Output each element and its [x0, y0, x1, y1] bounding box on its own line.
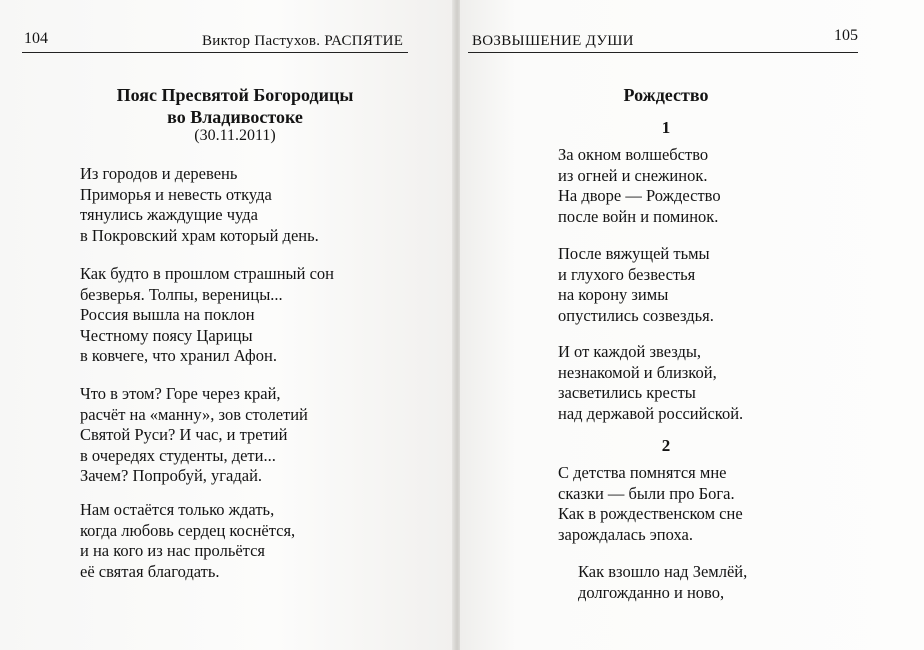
left-stanza-3: Что в этом? Горе через край, расчёт на «манну», зов столетий Святой Руси? И час, и третий в очередях студенты, дети... Зачем? Попробуй, угадай. — [80, 384, 308, 485]
poem-title-line1: Пояс Пресвятой Богородицы — [116, 85, 354, 105]
header-rule-right — [468, 52, 858, 53]
left-page — [0, 0, 456, 650]
header-rule-left — [22, 52, 408, 53]
right-page — [460, 0, 924, 650]
right-stanza-1: За окном волшебство из огней и снежинок. На дворе — Рождество после войн и поминок. — [558, 145, 721, 226]
poem-title-right: Рождество — [623, 85, 709, 105]
right-stanza-3: И от каждой звезды, незнакомой и близкой, засветились кресты над державой российской. — [558, 342, 744, 423]
running-head-right: ВОЗВЫШЕНИЕ ДУШИ — [472, 33, 634, 49]
right-stanza-2: После вяжущей тьмы и глухого безвестья на корону зимы опустились созвездья. — [558, 244, 714, 325]
right-stanza-5: Как взошло над Землёй, долгожданно и ново, — [578, 562, 748, 602]
poem-title-line2: во Владивостоке — [167, 107, 303, 127]
right-stanza-4: С детства помнятся мне сказки — были про Бога. Как в рождественском сне зарождалась эпоха. — [558, 463, 743, 544]
left-stanza-1: Из городов и деревень Приморья и невесть откуда тянулись жаждущие чуда в Покровский храм который день. — [80, 164, 319, 245]
part-number-2: 2 — [661, 436, 671, 455]
left-stanza-2: Как будто в прошлом страшный сон безверья. Толпы, вереницы... Россия вышла на поклон Честному поясу Царицы в ковчеге, что хранил Афон. — [80, 264, 334, 365]
left-stanza-4: Нам остаётся только ждать, когда любовь сердец коснётся, и на кого из нас прольётся её святая благодать. — [80, 500, 296, 581]
poem-date: (30.11.2011) — [194, 127, 276, 144]
page-number-left: 104 — [24, 30, 48, 47]
page-number-right: 105 — [834, 27, 858, 44]
running-head-left: Виктор Пастухов. РАСПЯТИЕ — [202, 33, 404, 49]
part-number-1: 1 — [661, 118, 671, 137]
